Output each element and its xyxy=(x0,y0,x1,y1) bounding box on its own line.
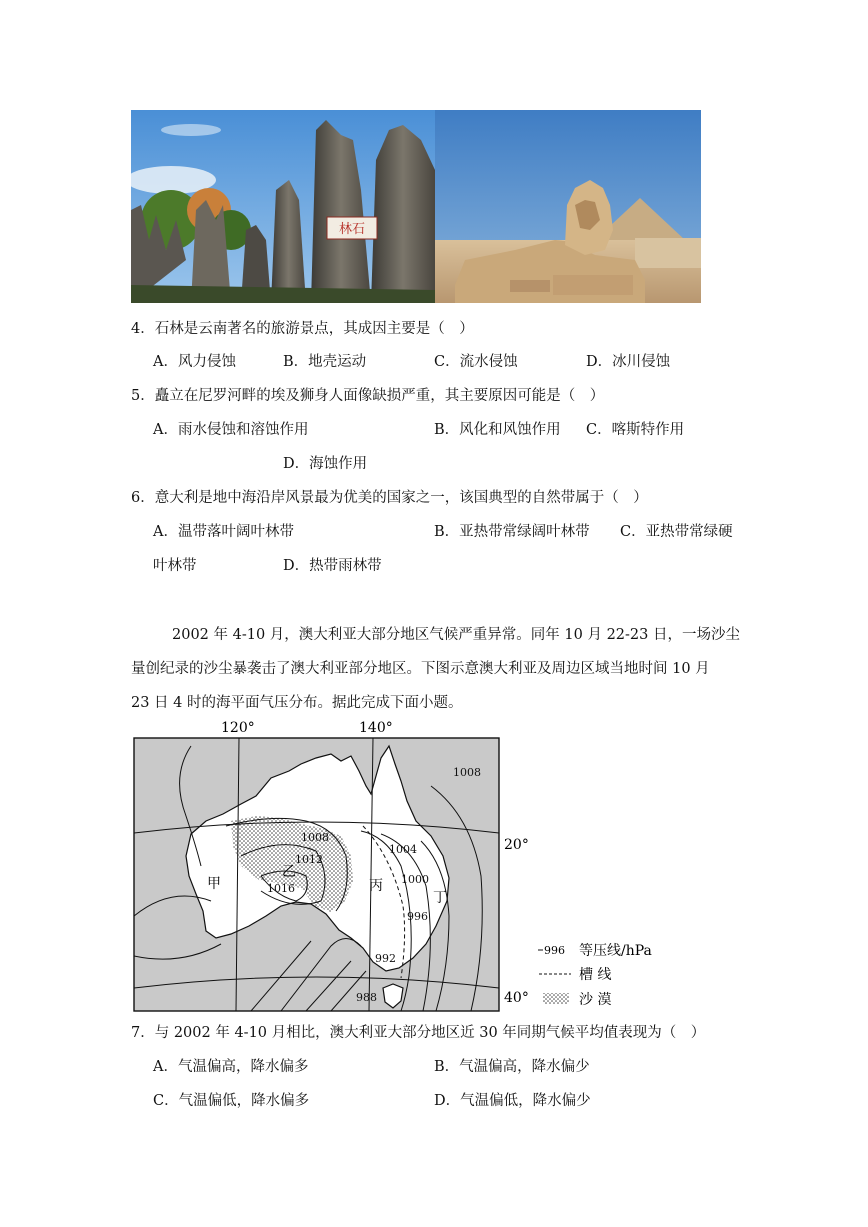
isobar-label: 996 xyxy=(407,910,428,923)
passage-line-2: 量创纪录的沙尘暴袭击了澳大利亚部分地区。下图示意澳大利亚及周边区域当地时间 10 月 xyxy=(131,661,710,677)
question-5-option-c[interactable]: C．喀斯特作用 xyxy=(586,422,685,438)
region-label-bing: 丙 xyxy=(369,878,383,894)
isobar-label: 988 xyxy=(356,991,377,1004)
question-4-option-b[interactable]: B．地壳运动 xyxy=(283,354,367,370)
question-7-option-a[interactable]: A．气温偏高，降水偏多 xyxy=(153,1059,309,1075)
question-5-option-d[interactable]: D．海蚀作用 xyxy=(283,456,368,472)
pressure-map xyxy=(131,716,671,1016)
question-5-option-b[interactable]: B．风化和风蚀作用 xyxy=(434,422,561,438)
isobar-label: 1000 xyxy=(401,873,429,886)
legend-isobar-sample: 996 xyxy=(544,944,565,957)
isobar-label: 1008 xyxy=(301,831,329,844)
question-5-option-a[interactable]: A．雨水侵蚀和溶蚀作用 xyxy=(153,422,309,438)
isobar-label: 992 xyxy=(375,952,396,965)
legend-isobar-label: 等压线/hPa xyxy=(579,943,652,959)
lon-label-120: 120° xyxy=(221,720,255,736)
legend-trough-label: 槽 线 xyxy=(579,967,612,983)
question-6-option-b[interactable]: B．亚热带常绿阔叶林带 xyxy=(434,524,590,540)
legend-desert-label: 沙 漠 xyxy=(579,992,612,1008)
question-7-stem: 7．与 2002 年 4-10 月相比，澳大利亚大部分地区近 30 年同期气候平均值表现为（ ） xyxy=(131,1025,706,1041)
question-6-option-c-continued: 叶林带 xyxy=(153,558,197,574)
map-legend xyxy=(538,942,652,1008)
passage-line-3: 23 日 4 时的海平面气压分布。据此完成下面小题。 xyxy=(131,695,463,711)
isobar-label: 1008 xyxy=(453,766,481,779)
stone-forest-sign: 林石 xyxy=(338,222,366,237)
sphinx-photo xyxy=(435,110,701,303)
question-4-option-c[interactable]: C．流水侵蚀 xyxy=(434,354,518,370)
question-6-option-a[interactable]: A．温带落叶阔叶林带 xyxy=(153,524,294,540)
question-7-option-c[interactable]: C．气温偏低，降水偏多 xyxy=(153,1093,310,1109)
isobar-label: 1016 xyxy=(267,882,295,895)
lat-label-20: 20° xyxy=(504,837,529,853)
question-6-option-c[interactable]: C．亚热带常绿硬 xyxy=(620,524,733,540)
question-7-option-d[interactable]: D．气温偏低，降水偏少 xyxy=(434,1093,591,1109)
question-5-stem: 5．矗立在尼罗河畔的埃及狮身人面像缺损严重，其主要原因可能是（ ） xyxy=(131,388,605,404)
question-6-stem: 6．意大利是地中海沿岸风景最为优美的国家之一，该国典型的自然带属于（ ） xyxy=(131,490,648,506)
question-6-option-d[interactable]: D．热带雨林带 xyxy=(283,558,382,574)
isobar-label: 1004 xyxy=(389,843,417,856)
lon-label-140: 140° xyxy=(359,720,393,736)
question-4-option-a[interactable]: A．风力侵蚀 xyxy=(153,354,236,370)
region-label-jia: 甲 xyxy=(207,876,221,892)
isobar-label: 1012 xyxy=(295,853,323,866)
stone-forest-photo xyxy=(131,110,435,303)
passage-line-1: 2002 年 4-10 月，澳大利亚大部分地区气候严重异常。同年 10 月 22-23 日，一场沙尘 xyxy=(172,627,740,643)
question-4-stem: 4．石林是云南著名的旅游景点，其成因主要是（ ） xyxy=(131,321,474,337)
region-label-yi: 乙 xyxy=(282,864,296,880)
question-4-option-d[interactable]: D．冰川侵蚀 xyxy=(586,354,671,370)
region-label-ding: 丁 xyxy=(433,890,447,906)
question-7-option-b[interactable]: B．气温偏高，降水偏少 xyxy=(434,1059,590,1075)
lat-label-40: 40° xyxy=(504,990,529,1006)
